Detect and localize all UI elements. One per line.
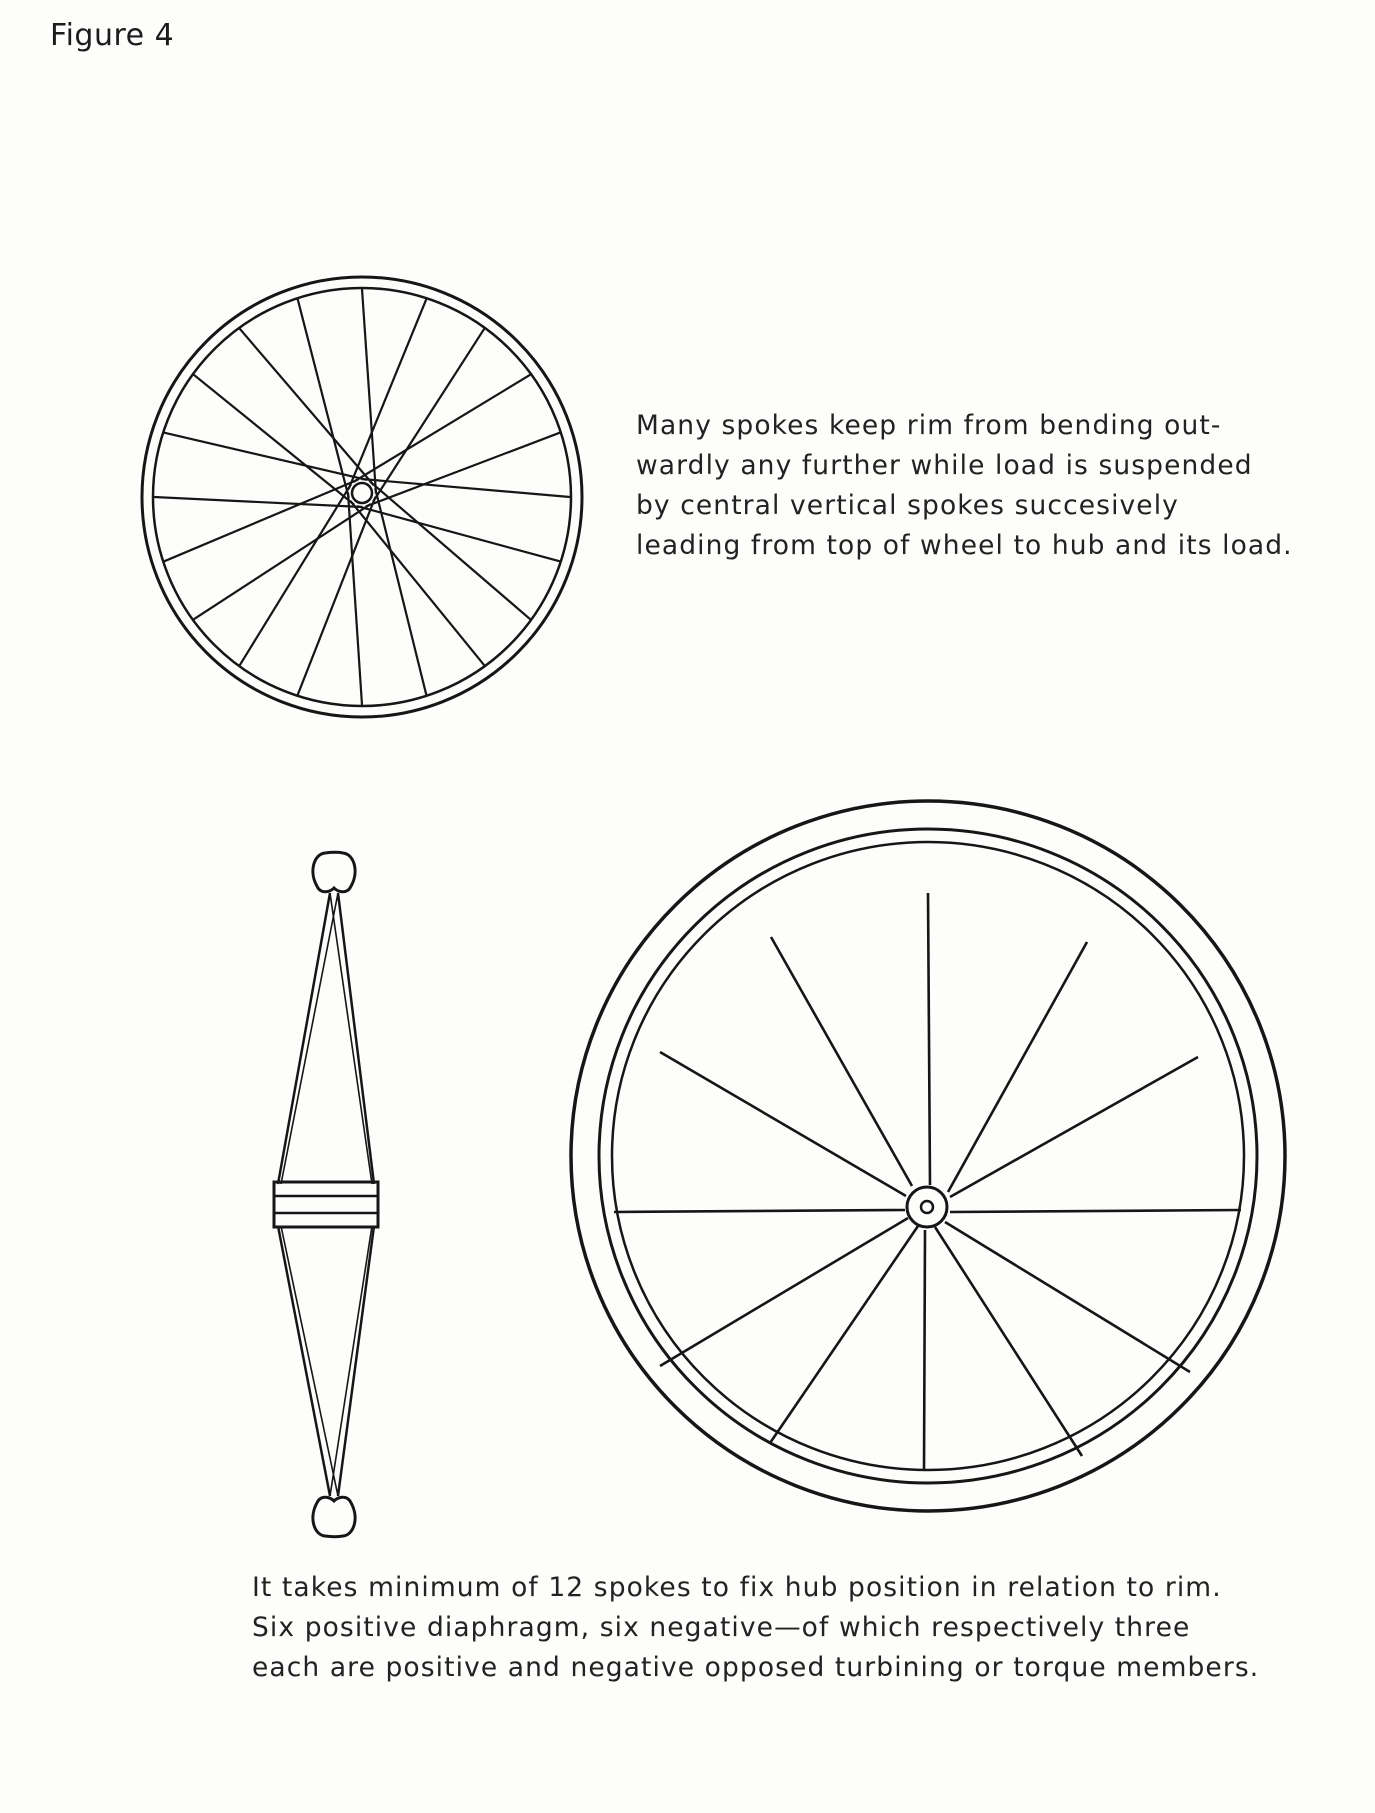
small-wheel-spoke [350,501,484,665]
small-wheel-spoke [362,289,376,493]
side-view-spoke [281,893,338,1184]
figure-title: Figure 4 [50,18,175,53]
small-spoked-wheel [142,277,582,717]
large-wheel-hub [907,1187,947,1227]
small-wheel-spoke [370,481,530,619]
large-wheel-spoke [945,1222,1190,1372]
wheel-side-view [274,852,378,1537]
large-wheel-axle [921,1201,933,1213]
small-wheel-inner-rim [153,288,571,706]
side-view-hub [274,1182,378,1227]
small-wheel-spoke [298,299,349,498]
large-wheel-spoke [950,1210,1241,1212]
small-wheel-spoke [348,493,362,705]
small-wheel-hub [352,483,372,503]
small-wheel-spoke [194,375,354,505]
caption-top-line: wardly any further while load is suspended [636,450,1253,481]
small-wheel-spoke [375,488,426,695]
small-wheel-spoke [240,329,374,485]
small-wheel-spoke [362,479,570,497]
side-view-top-tire [313,852,355,892]
caption-bottom-line: It takes minimum of 12 spokes to fix hub position in relation to rim. [252,1572,1222,1603]
small-wheel-spokes [154,289,570,705]
large-wheel-spoke [660,1052,906,1196]
large-wheel-spoke [770,1226,918,1443]
large-wheel-spoke [771,937,912,1186]
caption-top-line: leading from top of wheel to hub and its load. [636,530,1293,561]
large-wheel-spoke [928,893,930,1185]
small-wheel-spoke [357,506,560,561]
side-view-bottom-tire [313,1497,355,1537]
large-wheel-spokes [614,893,1241,1471]
small-wheel-spoke [164,433,367,480]
small-wheel-spoke [194,504,371,619]
large-spoked-wheel [571,801,1285,1511]
caption-bottom-line: Six positive diaphragm, six negative—of which respectively three [252,1612,1191,1643]
side-view-spoke [330,893,372,1184]
caption-bottom-line: each are positive and negative opposed turbining or torque members. [252,1652,1260,1683]
small-wheel-spoke [240,484,351,665]
large-wheel-spoke [660,1218,908,1366]
caption-top-line: Many spokes keep rim from bending out- [636,410,1222,441]
side-view-spoke [330,1226,372,1496]
small-wheel-outer-rim [142,277,582,717]
small-wheel-spoke [154,497,362,507]
side-view-spoke [278,893,330,1184]
side-view-spoke [278,1226,330,1496]
side-view-spoke [281,1226,338,1496]
small-wheel-spoke [353,375,530,482]
large-wheel-spoke [924,1230,925,1471]
large-wheel-spoke [950,1057,1198,1197]
side-view-spoke [338,1226,374,1496]
side-view-spoke [338,893,374,1184]
caption-top-line: by central vertical spokes succesively [636,490,1179,521]
large-wheel-spoke [948,942,1087,1192]
large-wheel-spoke [614,1210,905,1212]
small-wheel-spoke [373,329,484,502]
